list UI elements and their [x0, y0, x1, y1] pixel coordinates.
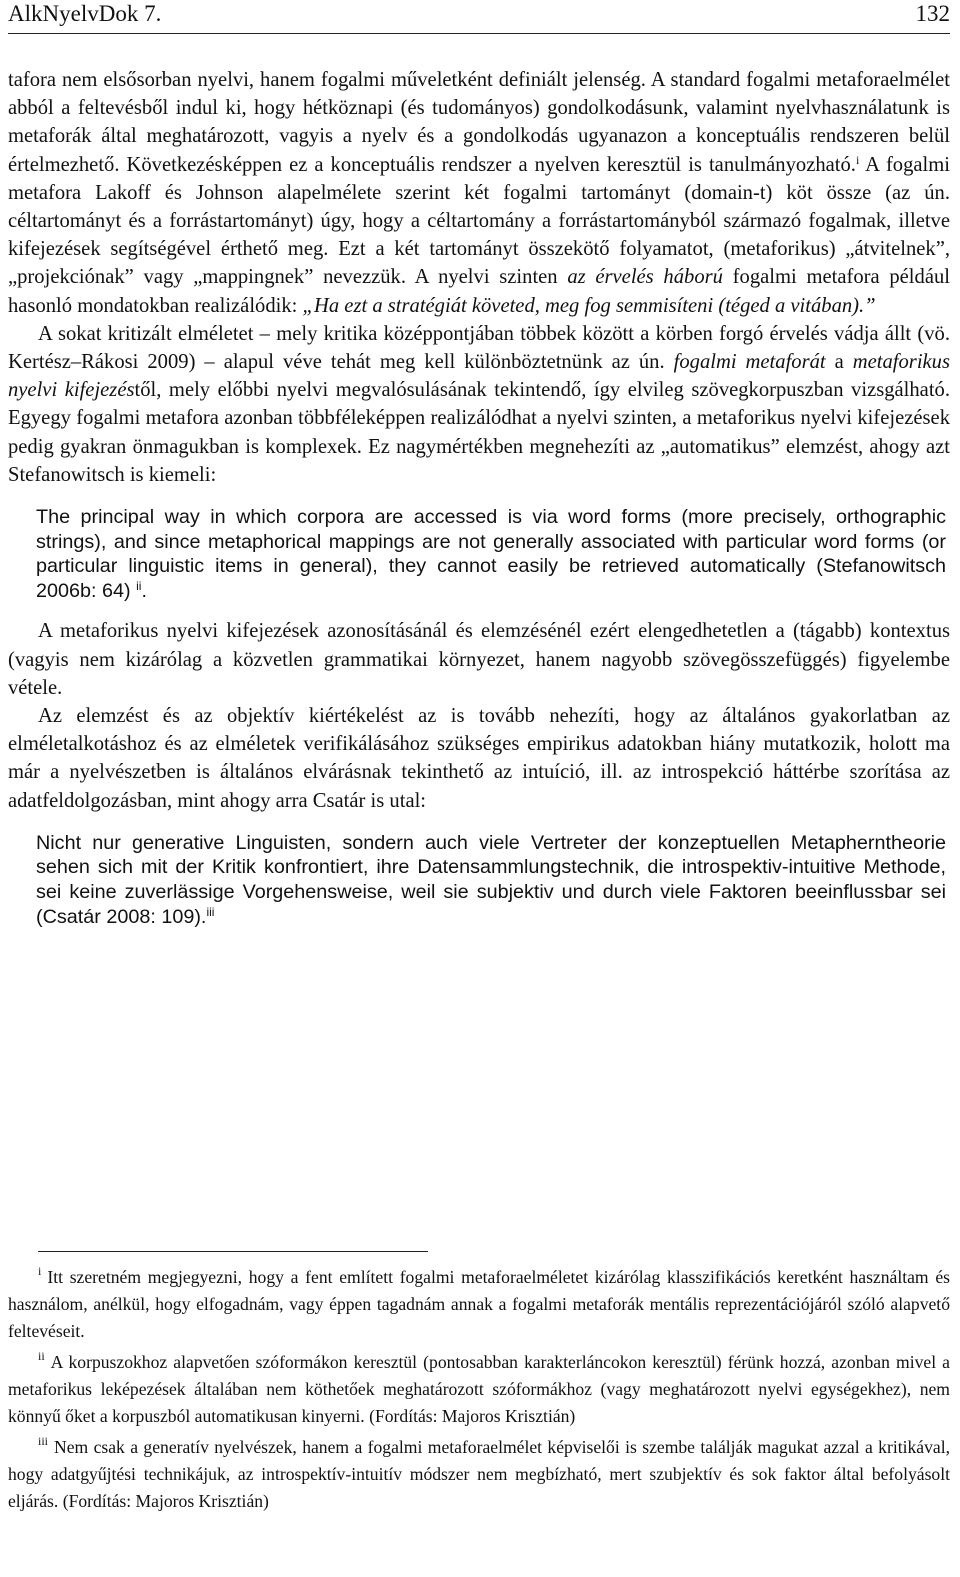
footnote-ref-1[interactable]: i — [855, 152, 860, 167]
page-number: 132 — [915, 1, 950, 26]
paragraph-1: tafora nem elsősorban nyelvi, hanem fogalmi műveletként definiált jelenség. A standard fogalmi metaforaelmélet abból a feltevésből indul ki, hogy hétköznapi (és tudományos) gondolkodásunk, valamint nyelvhasználatunk is metaforák által meghatározott, vagyis a nyelv és a gondolkodás ugyanazon a konceptuális rendszeren belül értelmezhető. Következésképpen ez a konceptuális rendszer a nyelven keresztül is tanulmányozható.$^i$ A fogalmi metafora Lakoff és Johnson alapelmélete szerint két fogalmi tartományt (domain-t) köt össze (az ún. céltartományt és a forrástartományt) úgy, hogy a céltartomány a forrástartományból származó fogalmak, illetve kifejezések segítségével érthető meg. Ezt a két tartományt összekötő folyamatot, (metaforikus) „átvitelnek”, „projekciónak” vagy „mappingnek” nevezzük. A nyelvi szinten az érvelés háború fogalmi metafora például hasonló mondatokban realizálódik: „Ha ezt a stratégiát követed, meg fog semmisíteni (téged a vitában).” — [8, 69, 950, 317]
footnote-ref-2[interactable]: ii — [136, 578, 142, 593]
footnote-3: $^{iii}$ Nem csak a generatív nyelvészek, hanem a fogalmi metaforaelmélet képviselői is szembe találják magukat azzal a kritikával, hogy adatgyűjtési technikájuk, az introspektív-intuitív módszer nem megbízható, mert szubjektív és sok faktor által befolyásolt eljárás. (Fordítás: Majoros Krisztián) — [8, 1434, 950, 1511]
footnote-ref-3[interactable]: iii — [206, 904, 215, 919]
paragraph-2: A sokat kritizált elméletet – mely kritika középpontjában többek között a körben forgó érvelés vádja állt (vö. Kertész–Rákosi 2009) – alapul véve tehát meg kell különböztetnünk az ún. fogalmi metaforát a metaforikus nyelvi kifejezéstől, mely előbbi nyelvi megvalósulásának tekintendő, így elvileg szövegkorpuszban vizsgálható. Egyegy fogalmi metafora azonban többféleképpen realizálódhat a nyelvi szinten, a metaforikus nyelvi kifejezések pedig gyakran önmagukban is komplexek. Ez nagymértékben megnehezíti az „automatikus” elemzést, ahogy azt Stefanowitsch is kiemeli: — [8, 322, 950, 486]
block-quote-stefanowitsch: The principal way in which corpora are accessed is via word forms (more precisely, orthographic strings), and since metaphorical mappings are not generally associated with particular word forms (or particular linguistic items in general), they cannot easily be retrieved automatically (Stefanowitsch 2006b: 64) $^{ii}$. — [36, 506, 946, 602]
footnote-marker: i — [38, 1264, 42, 1278]
page-header — [8, 0, 950, 34]
footnote-marker: ii — [38, 1349, 45, 1363]
footnote-separator — [38, 1251, 428, 1252]
footnote-marker: iii — [38, 1434, 49, 1448]
footnotes — [8, 1264, 950, 1515]
footnote-2: $^{ii}$ A korpuszokhoz alapvetően szóformákon keresztül (pontosabban karakterláncokon keresztül) férünk hozzá, azonban mivel a metaforikus leképezések általában nem köthetőek meghatározott szóformákhoz (vagy meghatározott nyelvi egységekhez), nem könnyű őket a korpuszból automatikusan kinyerni. (Fordítás: Majoros Krisztián) — [8, 1349, 950, 1426]
footnote-1: $^i$ Itt szeretném megjegyezni, hogy a fent említett fogalmi metaforaelméletet kizárólag klasszifikációs keretként használtam és használom, anélkül, hogy elfogadnám, vagy éppen tagadnám annak a fogalmi metaforák mentális reprezentációjáról szóló alapvető feltevéseit. — [8, 1264, 950, 1341]
paragraph-3: A metaforikus nyelvi kifejezések azonosításánál és elemzésénél ezért elengedhetetlen a (tágabb) kontextus (vagyis nem kizárólag a közvetlen grammatikai környezet, hanem nagyobb szövegösszefüggés) figyelembe vétele. — [8, 620, 950, 699]
paragraph-4: Az elemzést és az objektív kiértékelést az is tovább nehezíti, hogy az általános gyakorlatban az elméletalkotáshoz és az elméletek verifikálásához szükséges empirikus adatokban hiány mutatkozik, holott ma már a nyelvészetben is általános elvárásnak tekinthető az intuíció, ill. az introspekció háttérbe szorítása az adatfeldolgozásban, mint ahogy arra Csatár is utal: — [8, 705, 950, 812]
main-text — [8, 66, 950, 929]
running-title: AlkNyelvDok 7. — [8, 1, 162, 26]
block-quote-csatar: Nicht nur generative Linguisten, sondern auch viele Vertreter der konzeptuellen Metapherntheorie sehen sich mit der Kritik konfrontiert, ihre Datensammlungstechnik, die introspektiv-intuitive Methode, sei keine zuverlässige Vorgehensweise, weil sie subjektiv und durch viele Faktoren beeinflussbar sei (Csatár 2008: 109).$^{iii}$ — [36, 831, 946, 928]
